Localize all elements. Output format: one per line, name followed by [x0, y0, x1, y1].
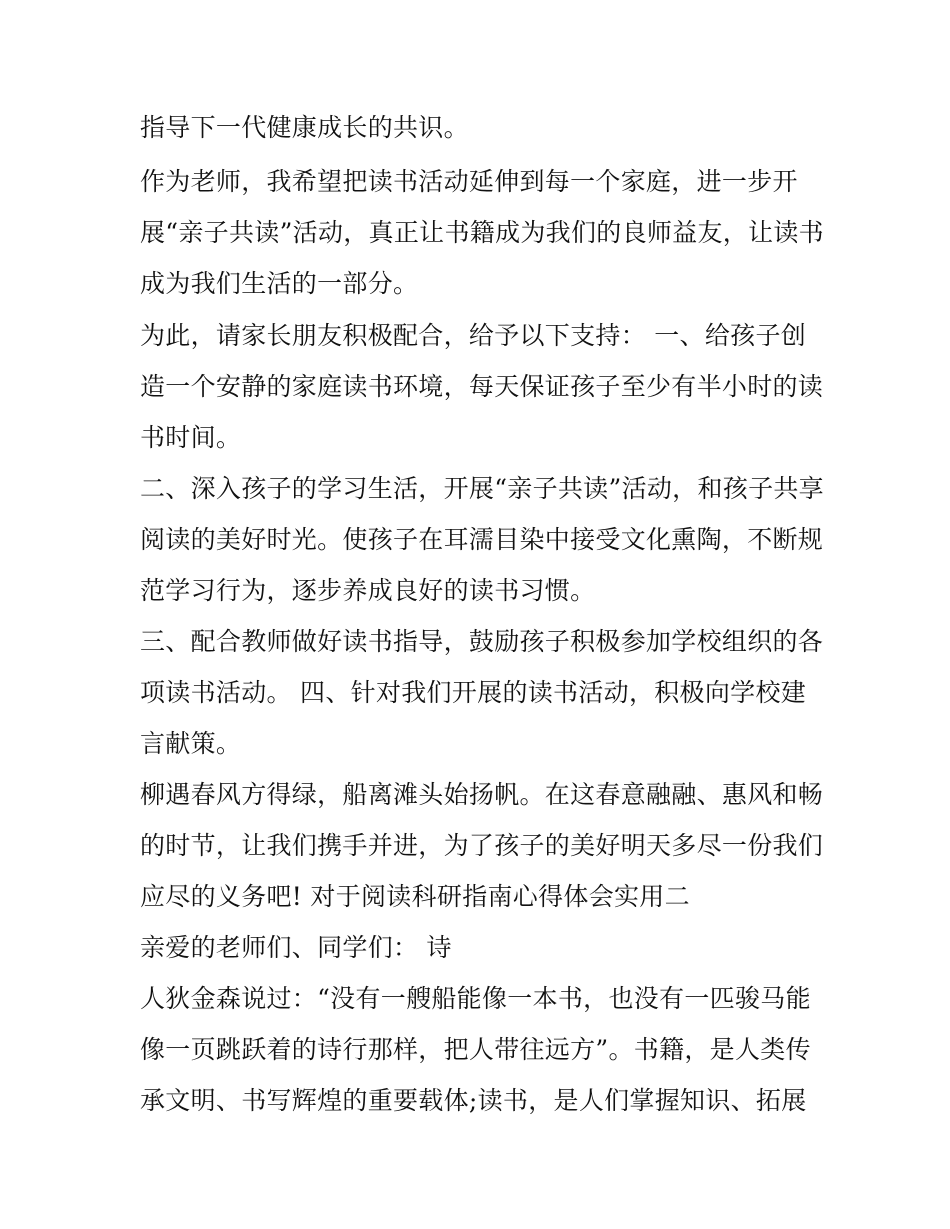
text-line: 承文明、书写辉煌的重要载体;读书，是人们掌握知识、拓展 — [140, 1086, 807, 1115]
text-line: 指导下一代健康成长的共识。 — [140, 113, 469, 142]
text-line: 三、配合教师做好读书指导，鼓励孩子积极参加学校组织的各 — [140, 627, 824, 656]
text-line: 展“亲子共读”活动，真正让书籍成为我们的良师益友，让读书 — [140, 218, 824, 247]
text-line: 柳遇春风方得绿，船离滩头始扬帆。在这春意融融、惠风和畅 — [140, 780, 824, 809]
text-line: 为此，请家长朋友积极配合，给予以下支持： 一、给孩子创 — [140, 321, 807, 350]
text-line: 阅读的美好时光。使孩子在耳濡目染中接受文化熏陶，不断规 — [140, 525, 824, 554]
text-line: 人狄金森说过：“没有一艘船能像一本书，也没有一匹骏马能 — [140, 984, 811, 1013]
text-line: 成为我们生活的一部分。 — [140, 269, 419, 298]
text-line: 书时间。 — [140, 423, 242, 452]
text-line: 像一页跳跃着的诗行那样，把人带往远方”。书籍，是人类传 — [140, 1035, 811, 1064]
text-line: 应尽的义务吧! 对于阅读科研指南心得体会实用二 — [140, 882, 690, 911]
text-line: 作为老师，我希望把读书活动延伸到每一个家庭，进一步开 — [140, 167, 798, 196]
text-line: 范学习行为，逐步养成良好的读书习惯。 — [140, 576, 596, 605]
text-line: 的时节，让我们携手并进，为了孩子的美好明天多尽一份我们 — [140, 831, 824, 860]
text-line: 言献策。 — [140, 729, 242, 758]
text-line: 二、深入孩子的学习生活，开展“亲子共读”活动，和孩子共享 — [140, 474, 824, 503]
text-line: 造一个安静的家庭读书环境，每天保证孩子至少有半小时的读 — [140, 372, 824, 401]
text-line: 项读书活动。 四、针对我们开展的读书活动，积极向学校建 — [140, 678, 807, 707]
text-line: 亲爱的老师们、同学们： 诗 — [140, 933, 452, 962]
